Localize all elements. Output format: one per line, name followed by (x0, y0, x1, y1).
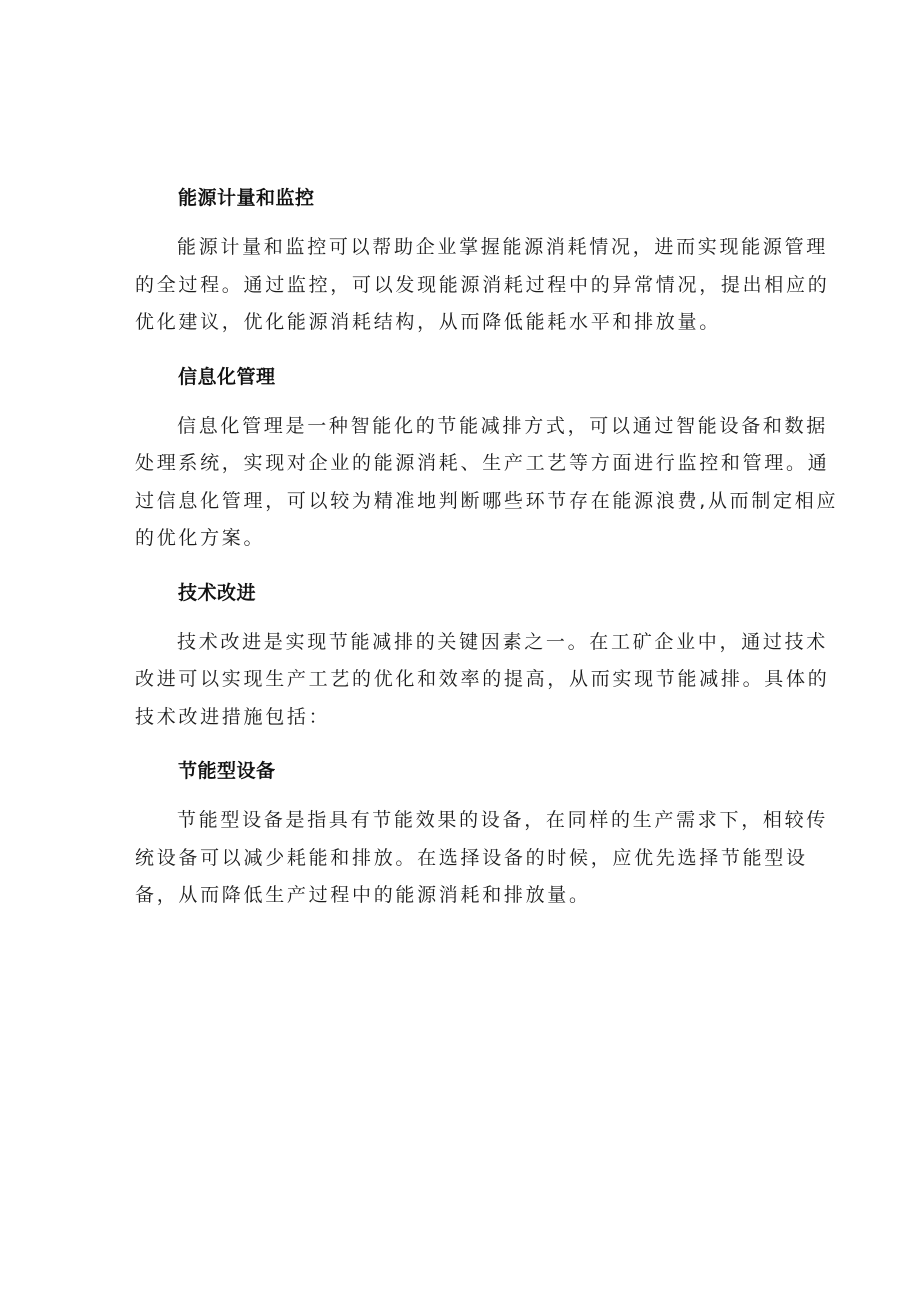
paragraph-line: 统设备可以减少耗能和排放。在选择设备的时候，应优先选择节能型设 (135, 846, 808, 869)
section-technical-improvement (135, 577, 830, 737)
paragraph-line: 过信息化管理，可以较为精准地判断哪些环节存在能源浪费,从而制定相应 (135, 489, 839, 512)
section-paragraph (135, 408, 839, 558)
section-heading: 节能型设备 (178, 760, 276, 782)
section-energy-metering (135, 182, 830, 342)
paragraph-line: 技术改进措施包括： (135, 705, 331, 728)
paragraph-line: 节能型设备是指具有节能效果的设备，在同样的生产需求下，相较传 (177, 809, 829, 831)
paragraph-line: 备，从而降低生产过程中的能源消耗和排放量。 (135, 884, 591, 906)
section-paragraph (135, 624, 830, 737)
paragraph-line: 技术改进是实现节能减排的关键因素之一。在工矿企业中，通过技术 (177, 630, 829, 653)
section-heading: 能源计量和监控 (178, 187, 315, 209)
paragraph-line: 信息化管理是一种智能化的节能减排方式，可以通过智能设备和数据 (177, 414, 829, 437)
section-paragraph (135, 802, 829, 915)
paragraph-line: 能源计量和监控可以帮助企业掌握能源消耗情况，进而实现能源管理 (177, 236, 829, 258)
paragraph-line: 的优化方案。 (135, 527, 266, 549)
section-energy-saving-equipment (135, 755, 829, 915)
paragraph-line: 改进可以实现生产工艺的优化和效率的提高，从而实现节能减排。具体的 (135, 668, 830, 690)
paragraph-line: 优化建议，优化能源消耗结构，从而降低能耗水平和排放量。 (135, 311, 721, 333)
paragraph-line: 的全过程。通过监控，可以发现能源消耗过程中的异常情况，提出相应的 (135, 273, 830, 296)
section-paragraph (135, 229, 830, 342)
paragraph-line: 处理系统，实现对企业的能源消耗、生产工艺等方面进行监控和管理。通 (135, 452, 830, 474)
document-body (135, 182, 839, 934)
section-heading: 技术改进 (178, 581, 257, 604)
section-heading: 信息化管理 (178, 365, 276, 388)
section-information-management (135, 361, 839, 558)
